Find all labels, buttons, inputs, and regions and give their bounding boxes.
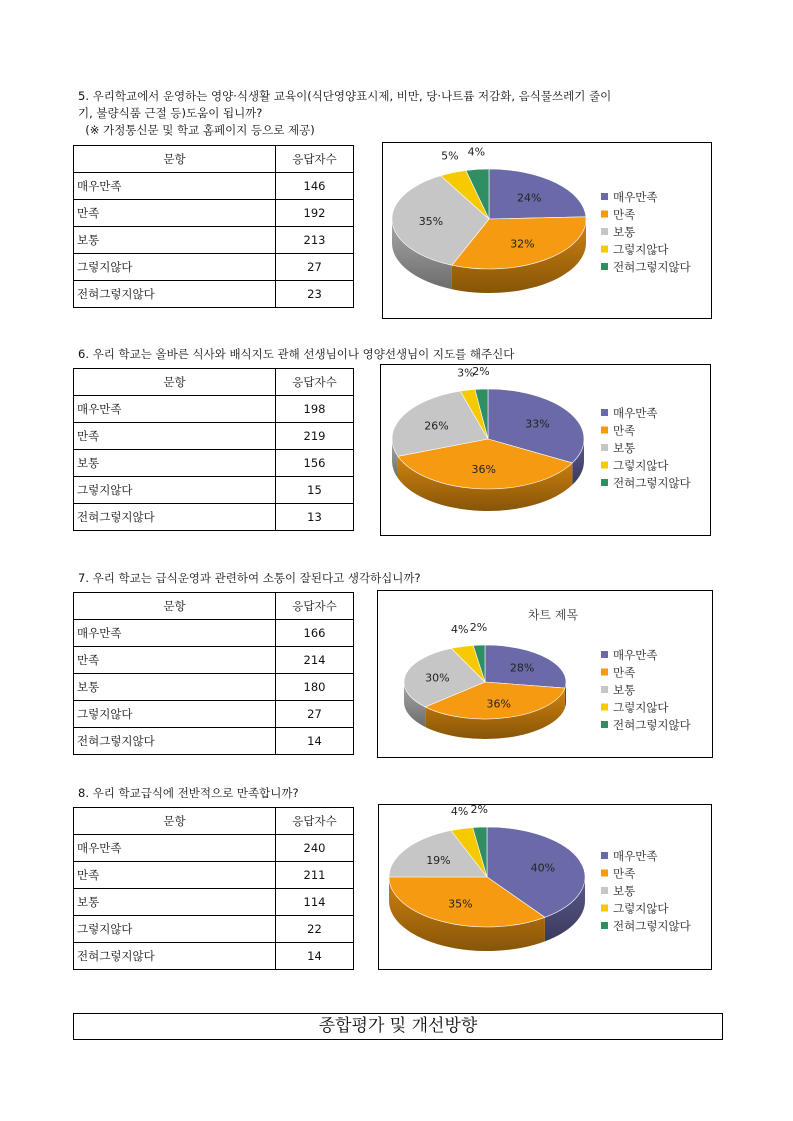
response-table-q6 bbox=[73, 368, 354, 531]
table-row-count: 180 bbox=[276, 674, 354, 701]
question-title-line: 8. 우리 학교급식에 전반적으로 만족합니까? bbox=[78, 786, 299, 800]
table-row-label: 전혀그렇지않다 bbox=[74, 728, 276, 755]
table-row-count: 166 bbox=[276, 620, 354, 647]
table-row-label: 그렇지않다 bbox=[74, 254, 276, 281]
response-table-q7 bbox=[73, 592, 354, 755]
question-6-title bbox=[78, 346, 514, 363]
question-title-line: 7. 우리 학교는 급식운영과 관련하여 소통이 잘된다고 생각하십니까? bbox=[78, 571, 421, 585]
pie-percent-label: 36% bbox=[486, 697, 512, 711]
question-title-line: 기, 불량식품 근절 등)도움이 됩니까? bbox=[78, 106, 263, 120]
legend-swatch bbox=[601, 228, 608, 235]
pie-chart-q8 bbox=[378, 804, 712, 970]
table-row-label: 전혀그렇지않다 bbox=[74, 943, 276, 970]
pie-percent-label: 30% bbox=[425, 671, 450, 685]
legend-label: 매우만족 bbox=[613, 648, 658, 662]
legend-swatch bbox=[601, 211, 608, 218]
table-header-count: 응답자수 bbox=[276, 146, 354, 173]
table-row-label: 만족 bbox=[74, 647, 276, 674]
legend-swatch bbox=[601, 479, 608, 486]
table-row-label: 전혀그렇지않다 bbox=[74, 281, 276, 308]
legend-swatch bbox=[601, 852, 608, 859]
legend-label: 만족 bbox=[613, 665, 636, 680]
table-header-count: 응답자수 bbox=[276, 593, 354, 620]
legend-swatch bbox=[601, 444, 608, 451]
legend-swatch bbox=[601, 246, 608, 253]
legend-label: 만족 bbox=[613, 866, 636, 881]
table-row-label: 매우만족 bbox=[74, 396, 276, 423]
table-row-label: 그렇지않다 bbox=[74, 477, 276, 504]
chart-title: 차트 제목 bbox=[527, 608, 579, 622]
table-row-count: 15 bbox=[276, 477, 354, 504]
legend-swatch bbox=[601, 704, 608, 711]
summary-section-title: 종합평가 및 개선방향 bbox=[73, 1013, 723, 1040]
table-row-count: 27 bbox=[276, 254, 354, 281]
legend-label: 보통 bbox=[613, 225, 636, 239]
legend-label: 만족 bbox=[613, 423, 636, 438]
pie-chart-q5 bbox=[382, 142, 712, 319]
pie-percent-label: 2% bbox=[469, 621, 488, 635]
table-row-label: 만족 bbox=[74, 200, 276, 227]
question-7-title bbox=[78, 570, 421, 587]
legend-label: 전혀그렇지않다 bbox=[613, 476, 691, 490]
pie-percent-label: 2% bbox=[470, 805, 488, 817]
table-row-label: 보통 bbox=[74, 450, 276, 477]
legend-swatch bbox=[601, 669, 608, 676]
table-row-count: 211 bbox=[276, 862, 354, 889]
legend-swatch bbox=[601, 427, 608, 434]
table-row-count: 192 bbox=[276, 200, 354, 227]
legend-label: 전혀그렇지않다 bbox=[613, 718, 691, 732]
legend-label: 그렇지않다 bbox=[613, 901, 669, 916]
response-table-q5 bbox=[73, 145, 354, 308]
legend-swatch bbox=[601, 905, 608, 912]
table-row-count: 23 bbox=[276, 281, 354, 308]
table-row-label: 보통 bbox=[74, 674, 276, 701]
question-title-line: 5. 우리학교에서 운영하는 영양·식생활 교육이(식단영양표시제, 비만, 당·나트륨 저감화, 음식물쓰레기 줄이 bbox=[78, 89, 612, 103]
legend-label: 그렇지않다 bbox=[613, 242, 669, 257]
legend-label: 그렇지않다 bbox=[613, 458, 669, 473]
legend-swatch bbox=[601, 409, 608, 416]
legend-swatch bbox=[601, 887, 608, 894]
pie-chart-q7 bbox=[377, 590, 713, 758]
legend-swatch bbox=[601, 193, 608, 200]
table-header-item: 문항 bbox=[74, 808, 276, 835]
table-header-item: 문항 bbox=[74, 146, 276, 173]
pie-percent-label: 2% bbox=[472, 365, 490, 379]
legend-swatch bbox=[601, 462, 608, 469]
table-row-count: 22 bbox=[276, 916, 354, 943]
pie-percent-label: 35% bbox=[418, 214, 444, 228]
legend-label: 만족 bbox=[613, 207, 636, 222]
legend-label: 전혀그렇지않다 bbox=[613, 919, 691, 933]
legend-swatch bbox=[601, 870, 608, 877]
pie-percent-label: 28% bbox=[509, 661, 535, 675]
legend-label: 보통 bbox=[613, 884, 636, 898]
pie-percent-label: 33% bbox=[525, 417, 550, 431]
question-title-line: (※ 가정통신문 및 학교 홈페이지 등으로 제공) bbox=[78, 123, 315, 137]
legend-label: 매우만족 bbox=[613, 849, 658, 863]
table-row-label: 그렇지않다 bbox=[74, 916, 276, 943]
legend-label: 그렇지않다 bbox=[613, 700, 669, 715]
table-row-label: 매우만족 bbox=[74, 620, 276, 647]
legend-swatch bbox=[601, 263, 608, 270]
pie-chart-svg bbox=[378, 591, 712, 757]
pie-percent-label: 4% bbox=[450, 805, 469, 819]
table-header-item: 문항 bbox=[74, 369, 276, 396]
pie-percent-label: 5% bbox=[441, 149, 459, 163]
table-row-label: 매우만족 bbox=[74, 835, 276, 862]
table-row-count: 27 bbox=[276, 701, 354, 728]
legend-label: 보통 bbox=[613, 683, 636, 697]
pie-percent-label: 4% bbox=[451, 623, 469, 637]
legend-swatch bbox=[601, 922, 608, 929]
table-row-label: 보통 bbox=[74, 227, 276, 254]
legend-swatch bbox=[601, 686, 608, 693]
table-row-count: 156 bbox=[276, 450, 354, 477]
table-row-count: 214 bbox=[276, 647, 354, 674]
table-row-count: 219 bbox=[276, 423, 354, 450]
table-row-count: 198 bbox=[276, 396, 354, 423]
pie-percent-label: 40% bbox=[530, 861, 556, 875]
table-row-label: 만족 bbox=[74, 423, 276, 450]
question-title-line: 6. 우리 학교는 올바른 식사와 배식지도 관해 선생님이나 영양선생님이 지도를 해주신다 bbox=[78, 347, 515, 361]
pie-percent-label: 36% bbox=[471, 462, 497, 476]
legend-swatch bbox=[601, 651, 608, 658]
pie-chart-svg bbox=[379, 805, 711, 969]
pie-percent-label: 35% bbox=[448, 897, 473, 911]
pie-percent-label: 32% bbox=[510, 237, 535, 251]
table-row-count: 14 bbox=[276, 943, 354, 970]
pie-chart-q6 bbox=[380, 364, 711, 536]
table-row-count: 14 bbox=[276, 728, 354, 755]
pie-chart-svg bbox=[381, 365, 710, 535]
pie-percent-label: 26% bbox=[424, 419, 449, 433]
legend-swatch bbox=[601, 721, 608, 728]
question-8-title bbox=[78, 785, 299, 802]
legend-label: 보통 bbox=[613, 441, 636, 455]
response-table-q8 bbox=[73, 807, 354, 970]
table-row-label: 전혀그렇지않다 bbox=[74, 504, 276, 531]
table-row-count: 114 bbox=[276, 889, 354, 916]
table-row-count: 146 bbox=[276, 173, 354, 200]
legend-label: 매우만족 bbox=[613, 190, 658, 204]
table-header-count: 응답자수 bbox=[276, 369, 354, 396]
table-header-item: 문항 bbox=[74, 593, 276, 620]
pie-percent-label: 24% bbox=[517, 191, 542, 205]
table-row-count: 240 bbox=[276, 835, 354, 862]
pie-percent-label: 19% bbox=[426, 854, 451, 868]
table-row-label: 보통 bbox=[74, 889, 276, 916]
table-row-label: 그렇지않다 bbox=[74, 701, 276, 728]
legend-label: 매우만족 bbox=[613, 406, 658, 420]
question-5-title bbox=[78, 88, 611, 139]
legend-label: 전혀그렇지않다 bbox=[613, 260, 691, 274]
table-header-count: 응답자수 bbox=[276, 808, 354, 835]
table-row-count: 213 bbox=[276, 227, 354, 254]
pie-percent-label: 3% bbox=[457, 366, 475, 380]
table-row-count: 13 bbox=[276, 504, 354, 531]
table-row-label: 만족 bbox=[74, 862, 276, 889]
pie-chart-svg bbox=[383, 143, 711, 318]
table-row-label: 매우만족 bbox=[74, 173, 276, 200]
pie-percent-label: 4% bbox=[467, 145, 486, 159]
